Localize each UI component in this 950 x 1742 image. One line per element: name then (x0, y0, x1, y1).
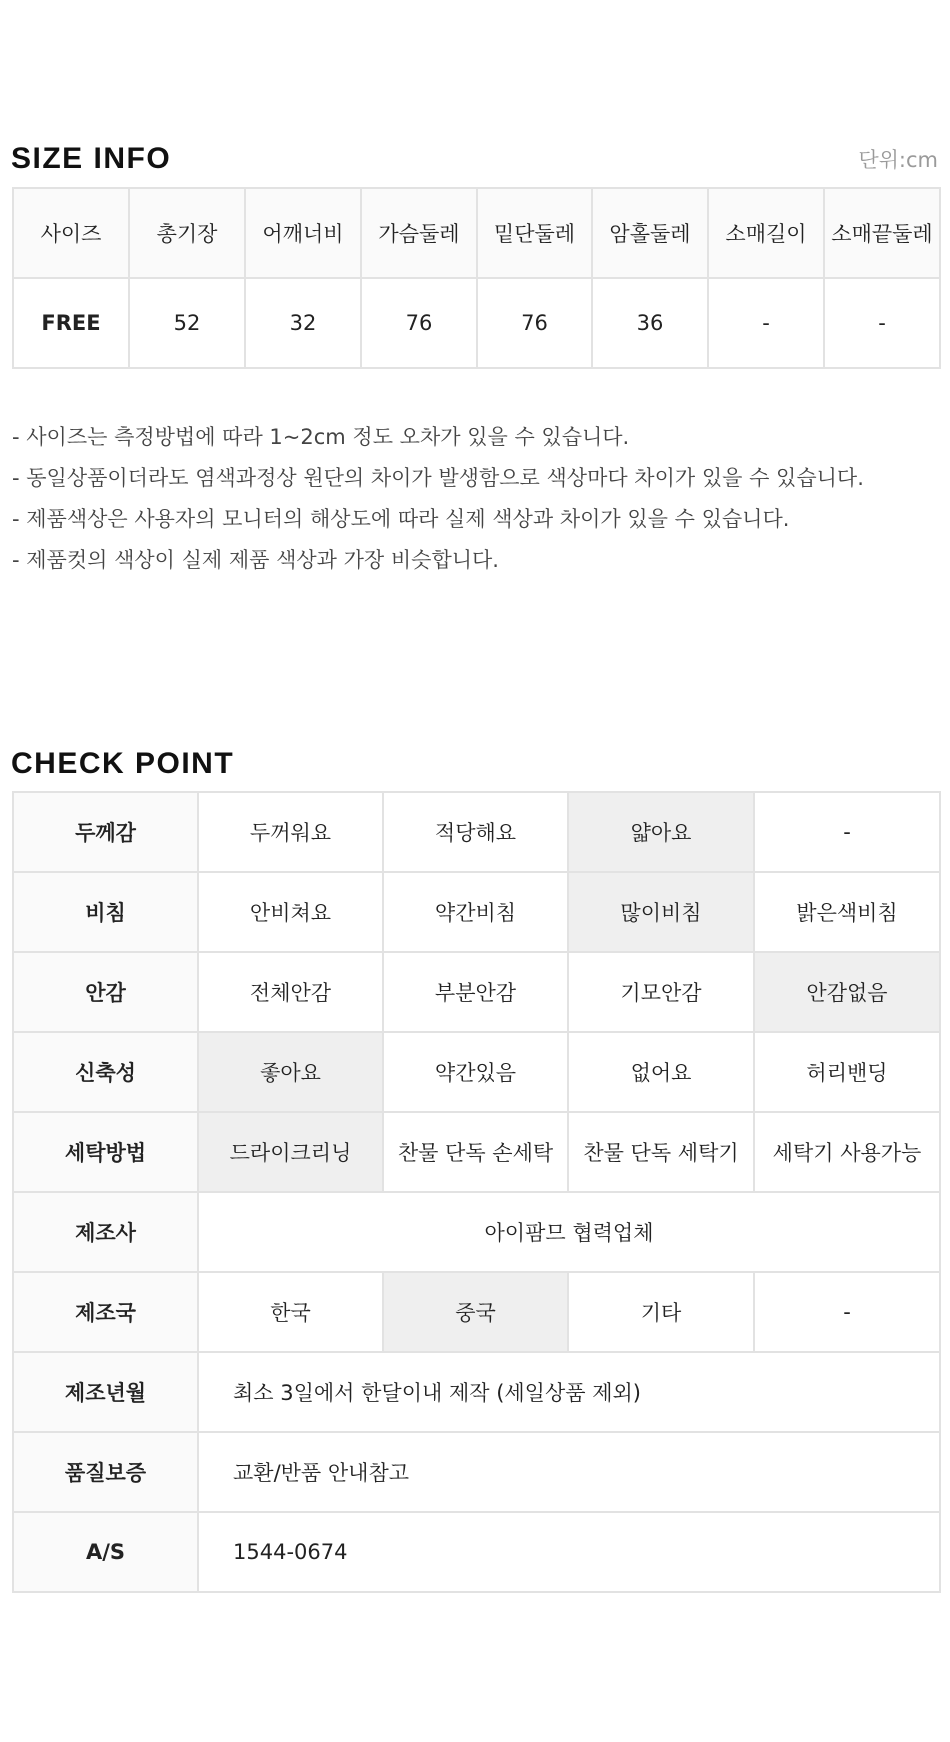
check-option: 없어요 (568, 1032, 754, 1112)
note-item: - 동일상품이더라도 염색과정상 원단의 차이가 발생함으로 색상마다 차이가 있을 수 있습니다. (12, 466, 864, 490)
check-row-warranty (13, 1432, 940, 1512)
size-label-cell: FREE (13, 278, 129, 368)
note-item: - 제품색상은 사용자의 모니터의 해상도에 따라 실제 색상과 차이가 있을 수 있습니다. (12, 507, 790, 531)
check-option: 안비쳐요 (198, 872, 383, 952)
check-label: 안감 (13, 952, 198, 1032)
size-header-cell: 소매끝둘레 (824, 188, 940, 278)
check-option: 약간있음 (383, 1032, 568, 1112)
check-label: 제조국 (13, 1272, 198, 1352)
size-notes (12, 422, 864, 586)
size-value-cell: 32 (245, 278, 361, 368)
check-row-as (13, 1512, 940, 1592)
check-value: 1544-0674 (198, 1512, 940, 1592)
check-label: A/S (13, 1512, 198, 1592)
check-label: 두께감 (13, 792, 198, 872)
check-row-washing (13, 1112, 940, 1192)
size-value-row (13, 278, 940, 368)
check-row-country (13, 1272, 940, 1352)
check-option: 두꺼워요 (198, 792, 383, 872)
size-value-cell: 76 (477, 278, 592, 368)
check-option-selected: 많이비침 (568, 872, 754, 952)
check-option-selected: 안감없음 (754, 952, 940, 1032)
size-value-cell: 36 (592, 278, 708, 368)
unit-note: 단위:cm (858, 148, 938, 172)
size-value-cell: 76 (361, 278, 477, 368)
check-option: 찬물 단독 손세탁 (383, 1112, 568, 1192)
size-header-cell: 사이즈 (13, 188, 129, 278)
check-value: 아이팜므 협력업체 (198, 1192, 940, 1272)
check-row-lining (13, 952, 940, 1032)
size-value-cell: - (824, 278, 940, 368)
size-info-title: SIZE INFO (11, 142, 172, 175)
check-row-stretch (13, 1032, 940, 1112)
check-option: 한국 (198, 1272, 383, 1352)
check-point-table (12, 791, 941, 1593)
size-value-cell: 52 (129, 278, 245, 368)
check-point-title: CHECK POINT (11, 747, 235, 780)
check-option: 약간비침 (383, 872, 568, 952)
check-option: 세탁기 사용가능 (754, 1112, 940, 1192)
size-header-cell: 총기장 (129, 188, 245, 278)
check-label: 제조년월 (13, 1352, 198, 1432)
check-option: 전체안감 (198, 952, 383, 1032)
check-option: 적당해요 (383, 792, 568, 872)
check-label: 신축성 (13, 1032, 198, 1112)
note-item: - 사이즈는 측정방법에 따라 1~2cm 정도 오차가 있을 수 있습니다. (12, 425, 630, 449)
size-header-cell: 소매길이 (708, 188, 824, 278)
size-header-cell: 암홀둘레 (592, 188, 708, 278)
check-option-selected: 드라이크리닝 (198, 1112, 383, 1192)
check-label: 제조사 (13, 1192, 198, 1272)
check-label: 비침 (13, 872, 198, 952)
check-option: 찬물 단독 세탁기 (568, 1112, 754, 1192)
check-option: 기모안감 (568, 952, 754, 1032)
check-option-selected: 좋아요 (198, 1032, 383, 1112)
check-option: 부분안감 (383, 952, 568, 1032)
check-row-sheerness (13, 872, 940, 952)
check-label: 세탁방법 (13, 1112, 198, 1192)
size-value-cell: - (708, 278, 824, 368)
check-option: 허리밴딩 (754, 1032, 940, 1112)
check-value: 교환/반품 안내참고 (198, 1432, 940, 1512)
check-row-production-date (13, 1352, 940, 1432)
check-row-thickness (13, 792, 940, 872)
check-row-manufacturer (13, 1192, 940, 1272)
check-option: - (754, 792, 940, 872)
size-table (12, 187, 941, 369)
check-option: 밝은색비침 (754, 872, 940, 952)
check-option-selected: 얇아요 (568, 792, 754, 872)
check-option: - (754, 1272, 940, 1352)
check-option: 기타 (568, 1272, 754, 1352)
size-header-cell: 가슴둘레 (361, 188, 477, 278)
size-header-cell: 밑단둘레 (477, 188, 592, 278)
check-value: 최소 3일에서 한달이내 제작 (세일상품 제외) (198, 1352, 940, 1432)
check-label: 품질보증 (13, 1432, 198, 1512)
note-item: - 제품컷의 색상이 실제 제품 색상과 가장 비슷합니다. (12, 548, 499, 572)
size-header-cell: 어깨너비 (245, 188, 361, 278)
check-option-selected: 중국 (383, 1272, 568, 1352)
size-header-row (13, 188, 940, 278)
